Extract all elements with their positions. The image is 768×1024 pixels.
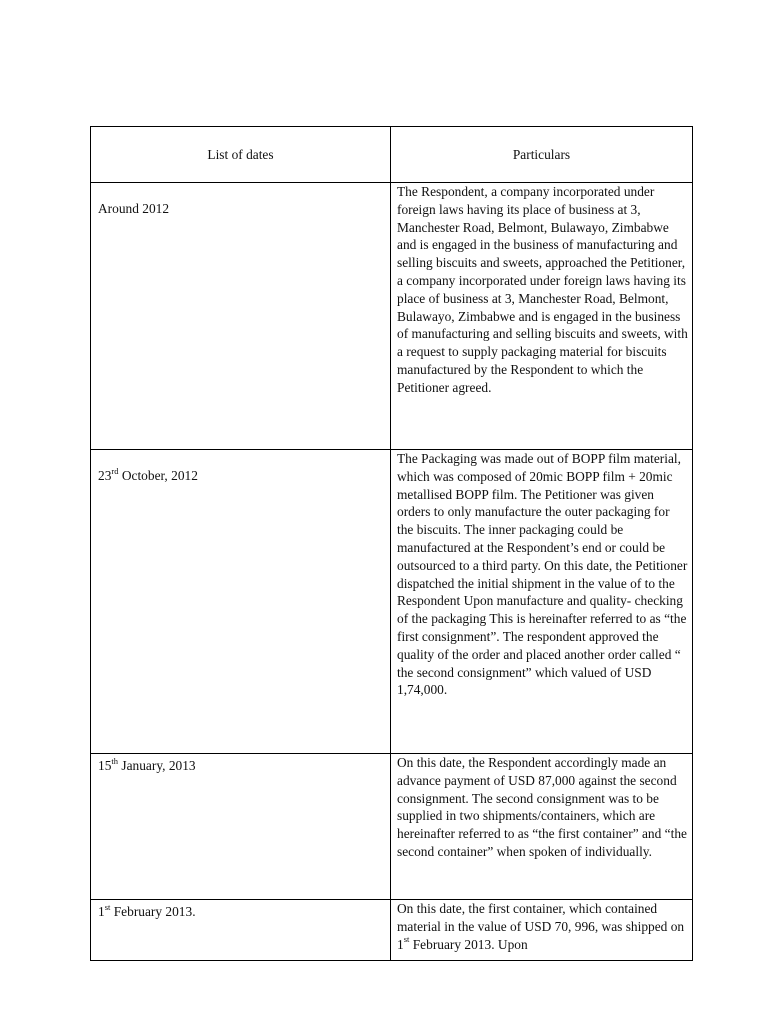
date-day: 23: [98, 468, 112, 483]
date-ordinal: rd: [111, 465, 119, 476]
date-month-year: January, 2013: [121, 758, 196, 773]
header-particulars: Particulars: [391, 127, 693, 183]
particulars-text-before: On this date, the first container, which contained material in the value of USD 70, 996, was shipped on 1: [397, 901, 685, 952]
row-particulars: The Respondent, a company incorporated under foreign laws having its place of business at 3, Manchester Road, Belmont, Bulawayo, Zimbabwe and is engaged in the business of manufacturing and selling biscuits and sweets, approached the Petitioner, a company incorporated under foreign laws having its place of business at 3, Manchester Road, Belmont, Bulawayo, Zimbabwe and is engaged in the business of manufacturing and selling biscuits and sweets, with a request to supply packaging material for biscuits manufactured by the Respondent to which the Petitioner agreed.: [391, 183, 693, 450]
row-particulars: The Packaging was made out of BOPP film material, which was composed of 20mic BOPP film + 20mic metallised BOPP film. The Petitioner was given orders to only manufacture the outer packaging for the biscuits. The inner packaging could be manufactured at the Respondent’s end or could be outsourced to a third party. On this date, the Petitioner dispatched the initial shipment in the value of to the Respondent Upon manufacture and quality- checking of the packaging This is hereinafter referred to as “the first consignment”. The respondent approved the quality of the order and placed another order called “ the second consignment” which valued of USD 1,74,000.: [391, 450, 693, 754]
date-day: 1: [98, 904, 105, 919]
date-month-year: February 2013.: [113, 904, 196, 919]
table-row: [91, 183, 693, 450]
date-ordinal: th: [111, 755, 119, 766]
row-particulars: On this date, the Respondent accordingly made an advance payment of USD 87,000 against the second consignment. The second consignment was to be supplied in two shipments/containers, which are hereinafter referred to as “the first container” and “the second container” when spoken of individually.: [391, 754, 693, 900]
particulars-ordinal: st: [403, 934, 410, 945]
particulars-clip: [397, 900, 688, 957]
row-date: [91, 900, 391, 961]
date-text: Around 2012: [98, 201, 170, 216]
row-date: [91, 450, 391, 754]
row-date: [91, 754, 391, 900]
row-particulars: [391, 900, 693, 961]
dates-table: [90, 126, 693, 961]
date-day: 15: [98, 758, 112, 773]
table-header-row: [91, 127, 693, 183]
date-ordinal: st: [104, 901, 111, 912]
particulars-text-after: February 2013. Upon: [412, 936, 528, 952]
table-row: [91, 900, 693, 961]
row-date: [91, 183, 391, 450]
header-list-of-dates: List of dates: [91, 127, 391, 183]
date-month-year: October, 2012: [121, 468, 198, 483]
table-row: [91, 450, 693, 754]
table-row: [91, 754, 693, 900]
